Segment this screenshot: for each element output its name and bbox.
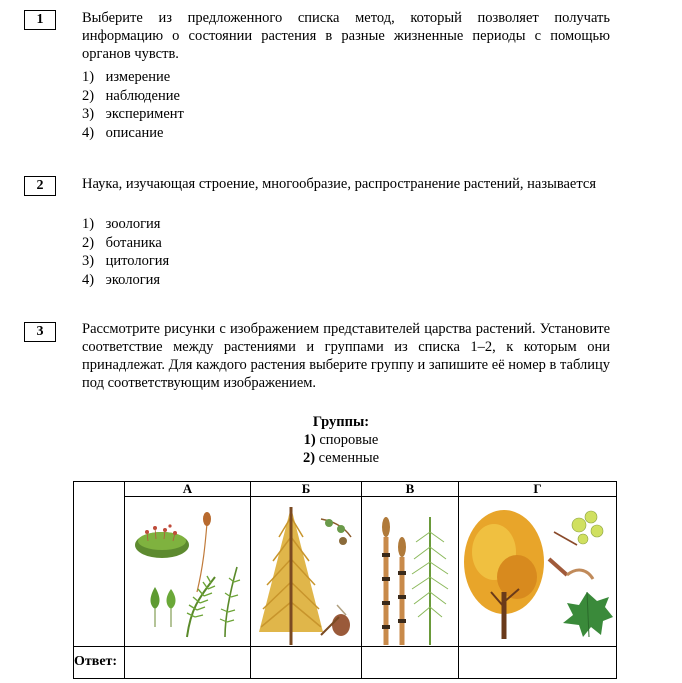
- answer-cell-b[interactable]: [251, 647, 362, 679]
- plant-cell-a: [125, 497, 251, 647]
- horsetail-icon: [362, 497, 458, 646]
- question-2-option[interactable]: 1) зоология: [82, 216, 161, 232]
- groups-list: [0, 413, 682, 467]
- answer-label: Ответ:: [74, 647, 125, 679]
- moss-icon: [125, 497, 250, 646]
- question-2-option[interactable]: 4) экология: [82, 271, 161, 288]
- question-3-text: Рассмотрите рисунки с изображением представителей царства растений. Установите соответствие между растениями и группами из списка 1–2, к которым они принадлежат. Для каждого растения выберите группу и запишите её номер в таблицу под соответствующим изображением.: [82, 321, 610, 391]
- question-1-option[interactable]: 2) наблюдение: [82, 87, 180, 104]
- question-2-text: Наука, изучающая строение, многообразие, распространение растений, называется: [82, 176, 596, 192]
- question-1-option[interactable]: 3) эксперимент: [82, 106, 184, 122]
- column-header-b: Б: [251, 482, 362, 497]
- question-2-option[interactable]: 2) ботаника: [82, 234, 162, 251]
- answer-table: [73, 481, 617, 679]
- question-1-text: Выберите из предложенного списка метод, который позволяет получать информацию о состоянии растения в разные жизненные периоды с помощью органов чувств.: [82, 10, 610, 62]
- plant-cell-b: [251, 497, 362, 647]
- answer-cell-g[interactable]: [459, 647, 617, 679]
- maple-icon: [459, 497, 616, 646]
- question-2-number: 2: [24, 176, 56, 196]
- group-item: 2) семенные: [302, 450, 380, 466]
- column-header-a: А: [125, 482, 251, 497]
- larch-icon: [251, 497, 361, 646]
- question-1-options: [82, 68, 184, 142]
- table-corner-cell: [74, 482, 125, 647]
- question-2-options: [82, 215, 169, 289]
- answer-cell-a[interactable]: [125, 647, 251, 679]
- question-1-number: 1: [24, 10, 56, 30]
- answer-cell-v[interactable]: [362, 647, 459, 679]
- question-1-option[interactable]: 1) измерение: [82, 69, 171, 85]
- question-1-option[interactable]: 4) описание: [82, 124, 164, 141]
- group-item: 1) споровые: [303, 432, 379, 448]
- column-header-g: Г: [459, 482, 617, 497]
- column-header-v: В: [362, 482, 459, 497]
- question-2-option[interactable]: 3) цитология: [82, 253, 170, 269]
- groups-title: Группы:: [312, 414, 370, 430]
- plant-cell-v: [362, 497, 459, 647]
- plant-cell-g: [459, 497, 617, 647]
- question-3-number: 3: [24, 322, 56, 342]
